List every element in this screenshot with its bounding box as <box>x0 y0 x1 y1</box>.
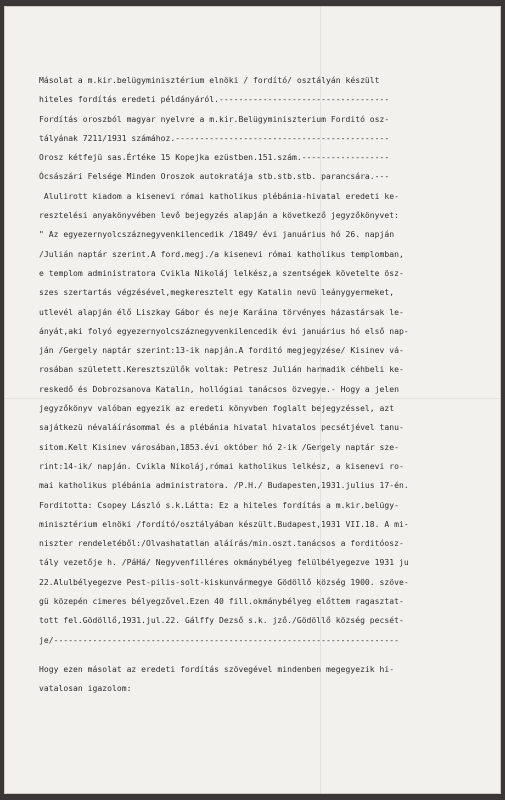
text-line: " Az egyezernyolcszáznegyvenkilencedik /1849/ évi januárius hó 26. napján <box>39 230 395 240</box>
text-line: Forditotta: Csopey László s.k.Látta: Ez a hiteles fordítás a m.kir.belügy- <box>39 500 399 510</box>
text-line: 22.Alulbélyegezve Pest-pilis-solt-kiskunvármegye Gödöllő község 1900. szöve- <box>39 577 409 587</box>
text-line: tott fel.Gödöllő,1931.jul.22. Gálffy Dezső s.k. jző./Gödöllő község pecsét- <box>39 616 404 626</box>
text-line: Alulirott kiadom a kisenevi római katholikus plébánia-hivatal eredeti ke- <box>39 191 399 201</box>
text-line: minisztérium elnöki /fordító/osztályában készült.Budapest,1931 VII.18. A mi- <box>39 519 409 529</box>
text-line: /Julián naptár szerint.A ford.megj./a kisenevi római katholikus templomban, <box>39 249 404 259</box>
text-line: je/----------------------------------------------------------------------- <box>39 635 399 645</box>
text-line: ján /Gergely naptár szerint:13-ik napján.A forditó megjegyzése/ Kisinev vá- <box>39 346 404 356</box>
text-line: ányát,aki folyó egyezernyolcszáznegyvenkilencedik évi januárius hó első nap- <box>39 326 409 336</box>
main-text-block <box>39 71 489 650</box>
text-line: rint:14-ik/ napján. Cvikla Nikoláj,római katholikus lelkész, a kisenevi ro- <box>39 461 404 471</box>
text-line: jegyzőkönyv valóban egyezik az eredeti könyvben foglalt bejegyzéssel, azt <box>39 404 395 414</box>
text-line: gü közepén cimeres bélyegzővel.Ezen 40 fill.okmánybélyeg előttem ragasztat- <box>39 597 404 607</box>
document-body <box>39 71 489 699</box>
text-line: Másolat a m.kir.belügyminisztérium elnöki / fordító/ osztályán készült <box>39 76 380 85</box>
text-line: niszter rendeletéből:/Olvashatatlan aláírás/min.oszt.tanácsos a forditóosz- <box>39 539 404 549</box>
text-line: Ócsászári Felsége Minden Oroszok autokratája stb.stb.stb. parancsára.--- <box>39 172 390 182</box>
text-line: sajátkezü névaláírásommal és a plébánia hivatal hivatalos pecsétjével tanu- <box>39 423 404 433</box>
paragraph-gap <box>39 650 489 660</box>
text-line: tályának 7211/1931 számához.-------------------------------------------- <box>39 133 390 143</box>
certification-block <box>39 660 489 699</box>
text-line: hiteles fordítás eredeti példányáról.----------------------------------- <box>39 95 390 105</box>
text-line: e templom administratora Cvikla Nikoláj lelkész,a szentségek követelte ösz- <box>39 268 404 278</box>
text-line: sitom.Kelt Kisinev városában,1853.évi október hó 2-ik /Gergely naptár sze- <box>39 442 399 452</box>
text-line: Hogy ezen másolat az eredeti fordítás szövegével mindenben megegyezik hi- <box>39 664 395 674</box>
text-line: Orosz kétfejü sas.Értéke 15 Kopejka ezüstben.151.szám.------------------ <box>39 153 390 163</box>
document-page <box>4 6 501 794</box>
text-line: rosában született.Keresztszülők voltak: Petresz Julián harmadik céhbeli ke- <box>39 365 404 375</box>
text-line: mai katholikus plébánia administratora. /P.H./ Budapesten,1931.julius 17-én. <box>39 481 409 491</box>
text-line: resztelési anyakönyvében levő bejegyzés alapján a következő jegyzőkönyvet: <box>39 211 399 221</box>
text-line: Fordítás oroszból magyar nyelvre a m.kir.Belügyminiszterium Forditó osz- <box>39 114 390 124</box>
text-line: reskedő és Dobrozsanova Katalin, hollógiai tanácsos özvegye.- Hogy a jelen <box>39 384 399 394</box>
text-line: vatalosan igazolom: <box>39 684 132 694</box>
text-line: szes szertartás végzésével,megkeresztelt egy Katalin nevü leánygyermeket, <box>39 288 395 298</box>
text-line: tály vezetője h. /PáHá/ Negyvenfilléres okmánybélyeg felülbélyegezve 1931 ju <box>39 558 409 568</box>
text-line: utlevél alapján élő Liszkay Gábor és neje Karáina törvényes házastársak le- <box>39 307 404 317</box>
